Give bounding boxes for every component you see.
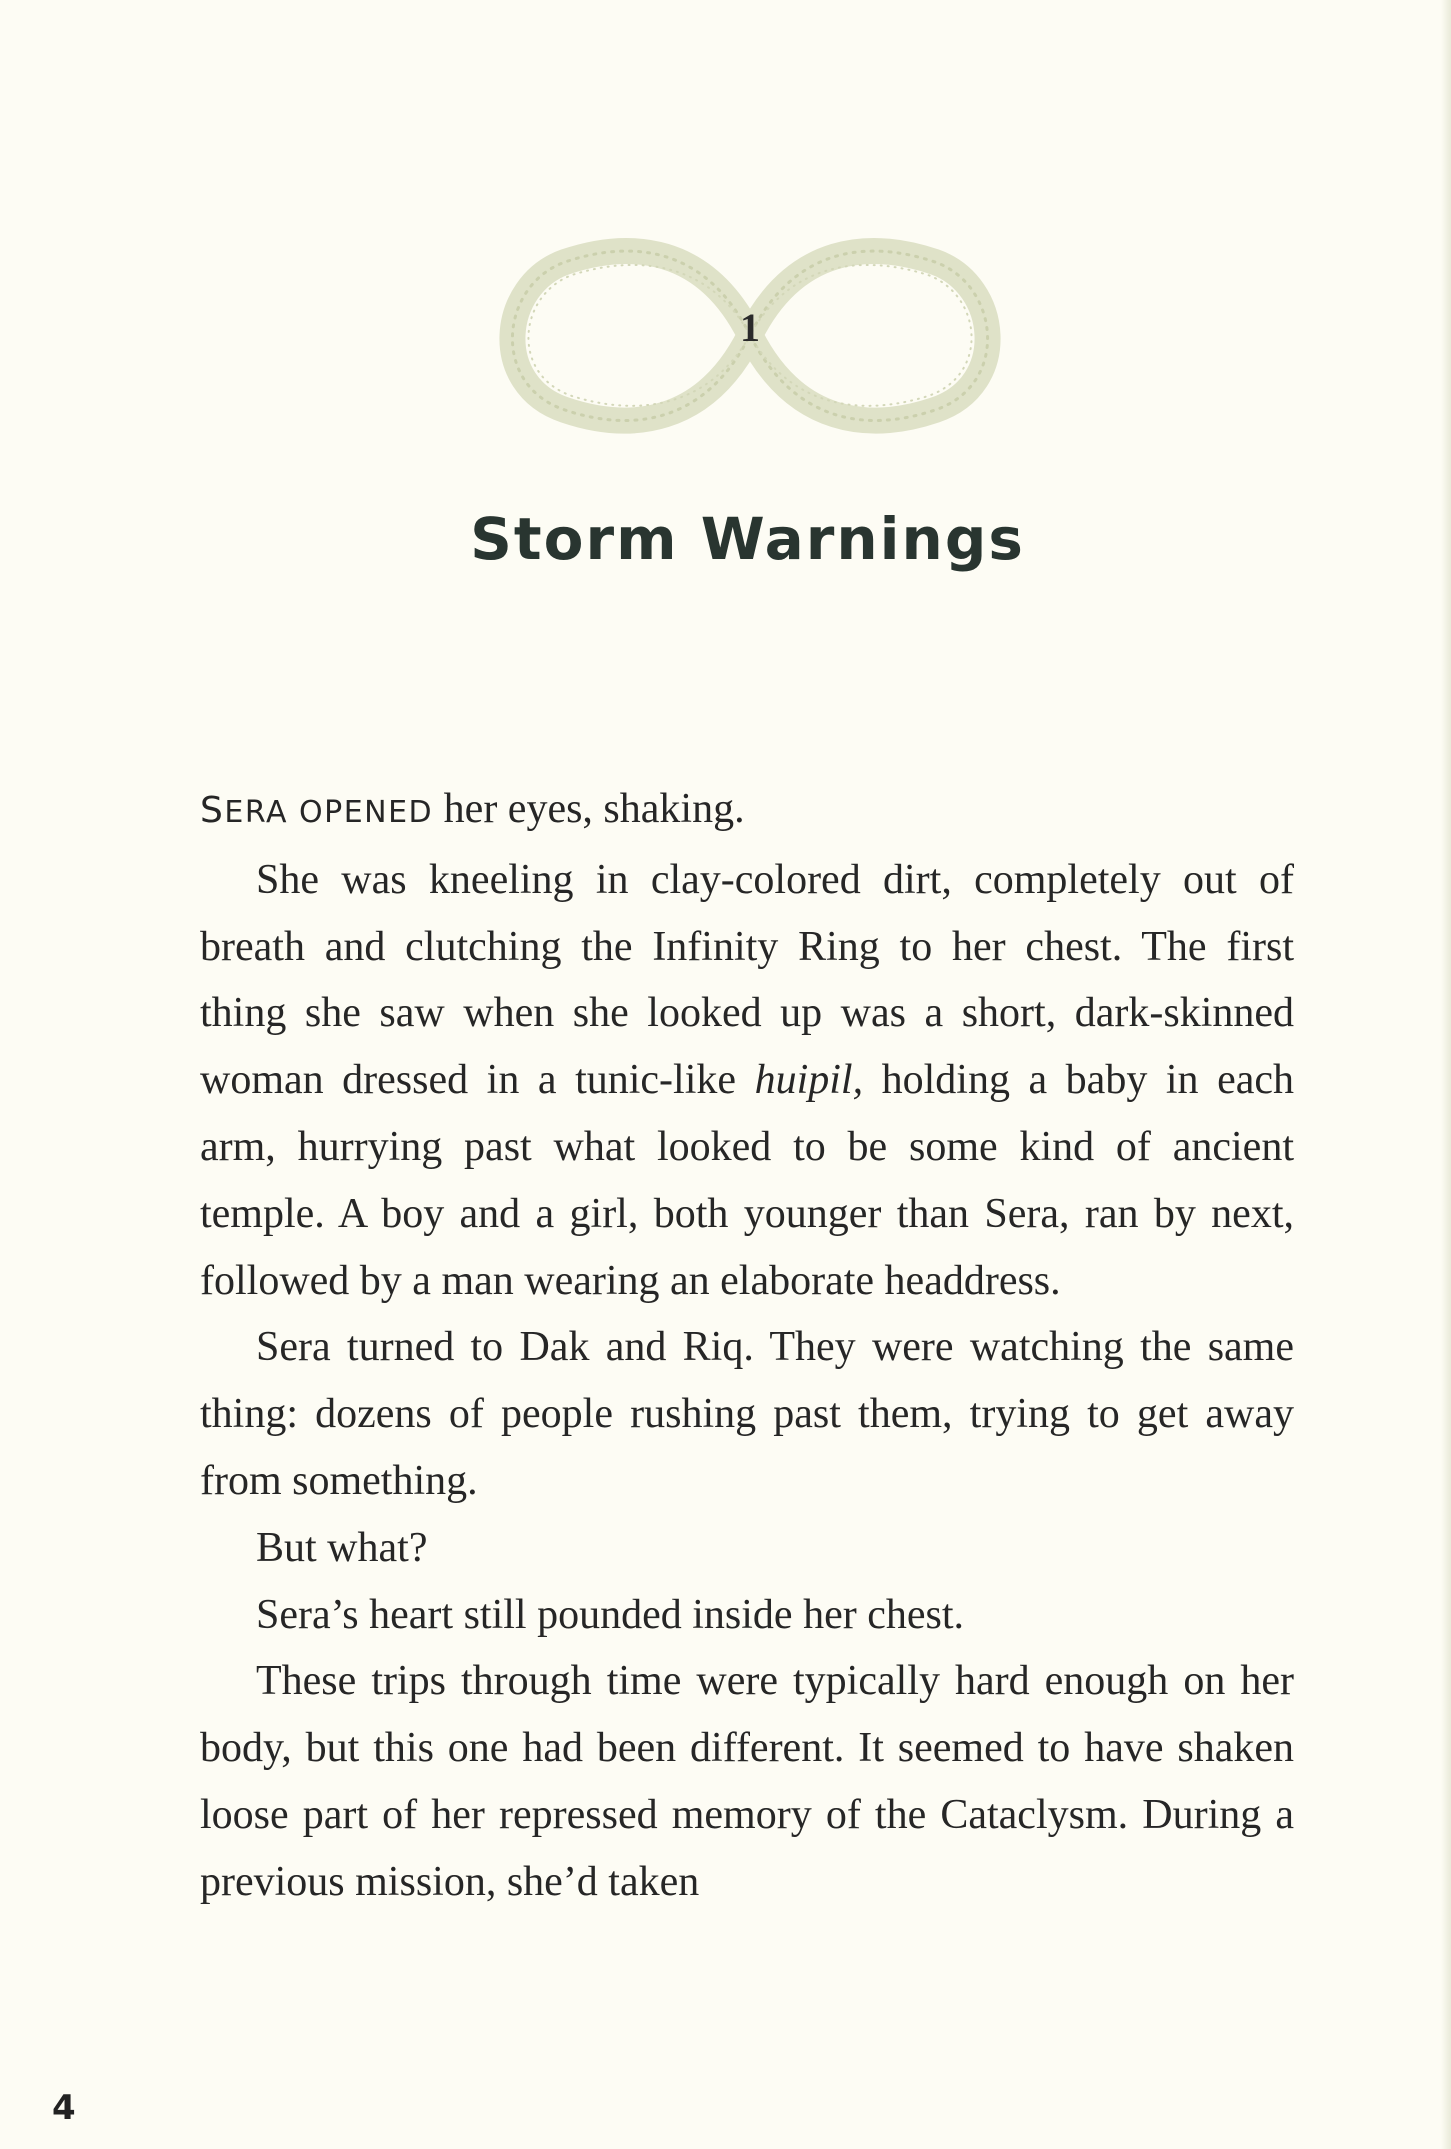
opening-smallcaps: SERA OPENED [200,790,434,831]
paragraph-2: She was kneeling in clay-colored dirt, completely out of breath and clutching the Infinity Ring to her chest. The first thing she saw when she looked up was a short, dark-skinned woman dressed in a tunic-like huipil, holding a baby in each arm, hurrying past what looked to be some kind of ancient temple. A boy and a girl, both younger than Sera, ran by next, followed by a man wearing an elaborate headdress. [200,856,1294,1304]
chapter-body [200,776,1294,1916]
italic-term: huipil, [754,1057,864,1104]
paragraph-4: But what? [256,1524,428,1571]
chapter-title: Storm Warnings [470,505,1025,573]
paragraph-6: These trips through time were typically hard enough on her body, but this one had been different. It seemed to have shaken loose part of her repressed memory of the Cataclysm. During a previous mission, she’d taken [200,1658,1294,1905]
paragraph-3: Sera turned to Dak and Riq. They were watching the same thing: dozens of people rushing past them, trying to get away from something. [200,1324,1294,1504]
opening-paragraph: SERA OPENED her eyes, shaking. [200,786,745,832]
page-edge-shadow [1441,0,1451,2149]
page-number: 4 [52,2088,76,2128]
chapter-number: 1 [740,305,760,350]
paragraph-5: Sera’s heart still pounded inside her chest. [256,1591,964,1638]
